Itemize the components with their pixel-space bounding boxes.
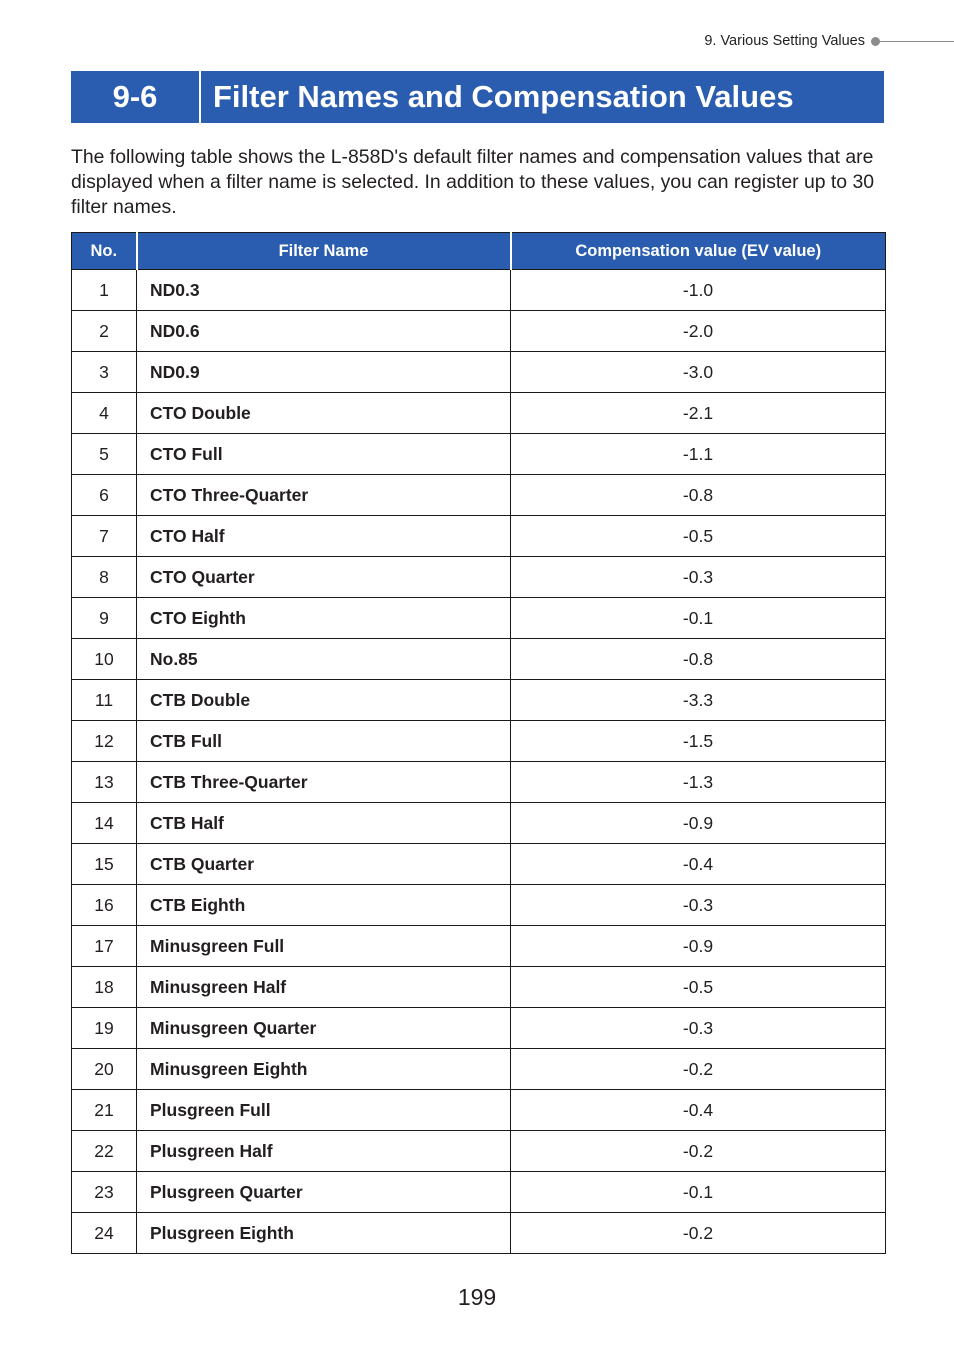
bullet-dot-icon bbox=[871, 37, 880, 46]
filter-name: CTB Half bbox=[137, 803, 511, 844]
row-number: 22 bbox=[72, 1131, 137, 1172]
row-number: 17 bbox=[72, 926, 137, 967]
table-row bbox=[72, 1172, 886, 1213]
row-number: 8 bbox=[72, 557, 137, 598]
compensation-value: -0.2 bbox=[511, 1049, 886, 1090]
row-number: 19 bbox=[72, 1008, 137, 1049]
filter-name: ND0.3 bbox=[137, 270, 511, 311]
filter-name: ND0.9 bbox=[137, 352, 511, 393]
table-row bbox=[72, 516, 886, 557]
row-number: 10 bbox=[72, 639, 137, 680]
row-number: 5 bbox=[72, 434, 137, 475]
table-row bbox=[72, 475, 886, 516]
compensation-value: -0.9 bbox=[511, 926, 886, 967]
filter-name: Plusgreen Eighth bbox=[137, 1213, 511, 1254]
compensation-value: -0.8 bbox=[511, 475, 886, 516]
row-number: 11 bbox=[72, 680, 137, 721]
filter-name: Plusgreen Half bbox=[137, 1131, 511, 1172]
table-row bbox=[72, 721, 886, 762]
table-row bbox=[72, 270, 886, 311]
compensation-value: -2.1 bbox=[511, 393, 886, 434]
column-header-filter-name: Filter Name bbox=[137, 233, 511, 270]
compensation-value: -1.5 bbox=[511, 721, 886, 762]
table-row bbox=[72, 803, 886, 844]
filter-name: No.85 bbox=[137, 639, 511, 680]
table-row bbox=[72, 393, 886, 434]
table-row bbox=[72, 598, 886, 639]
compensation-value: -0.1 bbox=[511, 1172, 886, 1213]
table-header-row bbox=[72, 233, 886, 270]
filter-name: Minusgreen Full bbox=[137, 926, 511, 967]
table-row bbox=[72, 844, 886, 885]
row-number: 1 bbox=[72, 270, 137, 311]
filter-name: Minusgreen Half bbox=[137, 967, 511, 1008]
column-header-no: No. bbox=[72, 233, 137, 270]
table-row bbox=[72, 1008, 886, 1049]
table-row bbox=[72, 1049, 886, 1090]
filter-name: ND0.6 bbox=[137, 311, 511, 352]
compensation-value: -1.1 bbox=[511, 434, 886, 475]
compensation-value: -3.0 bbox=[511, 352, 886, 393]
filter-name: CTB Quarter bbox=[137, 844, 511, 885]
filter-table bbox=[71, 232, 886, 1254]
filter-name: CTB Three-Quarter bbox=[137, 762, 511, 803]
filter-name: CTB Double bbox=[137, 680, 511, 721]
row-number: 13 bbox=[72, 762, 137, 803]
filter-name: CTO Eighth bbox=[137, 598, 511, 639]
table-row bbox=[72, 557, 886, 598]
compensation-value: -0.5 bbox=[511, 967, 886, 1008]
intro-paragraph: The following table shows the L-858D's default filter names and compensation values that are displayed when a filter name is selected. In addition to these values, you can register up to 30 filter names. bbox=[71, 146, 875, 218]
filter-name: CTO Half bbox=[137, 516, 511, 557]
filter-name: CTO Three-Quarter bbox=[137, 475, 511, 516]
row-number: 3 bbox=[72, 352, 137, 393]
running-header bbox=[704, 31, 954, 51]
table-row bbox=[72, 352, 886, 393]
table-row bbox=[72, 762, 886, 803]
compensation-value: -0.9 bbox=[511, 803, 886, 844]
table-row bbox=[72, 680, 886, 721]
page-number: 199 bbox=[457, 1284, 497, 1310]
compensation-value: -3.3 bbox=[511, 680, 886, 721]
table-row bbox=[72, 1131, 886, 1172]
filter-name: CTB Full bbox=[137, 721, 511, 762]
compensation-value: -0.4 bbox=[511, 1090, 886, 1131]
table-row bbox=[72, 1213, 886, 1254]
table-row bbox=[72, 885, 886, 926]
row-number: 15 bbox=[72, 844, 137, 885]
filter-name: CTO Quarter bbox=[137, 557, 511, 598]
row-number: 16 bbox=[72, 885, 137, 926]
compensation-value: -1.3 bbox=[511, 762, 886, 803]
table-row bbox=[72, 311, 886, 352]
row-number: 24 bbox=[72, 1213, 137, 1254]
compensation-value: -0.1 bbox=[511, 598, 886, 639]
filter-name: Plusgreen Full bbox=[137, 1090, 511, 1131]
compensation-value: -0.4 bbox=[511, 844, 886, 885]
row-number: 21 bbox=[72, 1090, 137, 1131]
filter-name: CTO Double bbox=[137, 393, 511, 434]
section-banner bbox=[71, 71, 884, 123]
filter-name: Minusgreen Eighth bbox=[137, 1049, 511, 1090]
running-header-text: 9. Various Setting Values bbox=[704, 33, 865, 49]
row-number: 9 bbox=[72, 598, 137, 639]
row-number: 18 bbox=[72, 967, 137, 1008]
compensation-value: -0.5 bbox=[511, 516, 886, 557]
compensation-value: -2.0 bbox=[511, 311, 886, 352]
row-number: 14 bbox=[72, 803, 137, 844]
section-number: 9-6 bbox=[71, 71, 201, 123]
compensation-value: -0.3 bbox=[511, 885, 886, 926]
table-row bbox=[72, 926, 886, 967]
filter-name: CTB Eighth bbox=[137, 885, 511, 926]
filter-name: CTO Full bbox=[137, 434, 511, 475]
filter-name: Plusgreen Quarter bbox=[137, 1172, 511, 1213]
row-number: 6 bbox=[72, 475, 137, 516]
table-row bbox=[72, 1090, 886, 1131]
compensation-value: -0.2 bbox=[511, 1131, 886, 1172]
table-row bbox=[72, 967, 886, 1008]
section-title: Filter Names and Compensation Values bbox=[213, 79, 794, 114]
row-number: 20 bbox=[72, 1049, 137, 1090]
row-number: 12 bbox=[72, 721, 137, 762]
table-row bbox=[72, 434, 886, 475]
compensation-value: -0.8 bbox=[511, 639, 886, 680]
compensation-value: -1.0 bbox=[511, 270, 886, 311]
column-header-compensation: Compensation value (EV value) bbox=[511, 233, 886, 270]
compensation-value: -0.3 bbox=[511, 1008, 886, 1049]
compensation-value: -0.2 bbox=[511, 1213, 886, 1254]
row-number: 23 bbox=[72, 1172, 137, 1213]
table-body bbox=[72, 270, 886, 1254]
row-number: 7 bbox=[72, 516, 137, 557]
row-number: 4 bbox=[72, 393, 137, 434]
table-row bbox=[72, 639, 886, 680]
row-number: 2 bbox=[72, 311, 137, 352]
header-rule bbox=[880, 41, 954, 42]
compensation-value: -0.3 bbox=[511, 557, 886, 598]
filter-name: Minusgreen Quarter bbox=[137, 1008, 511, 1049]
